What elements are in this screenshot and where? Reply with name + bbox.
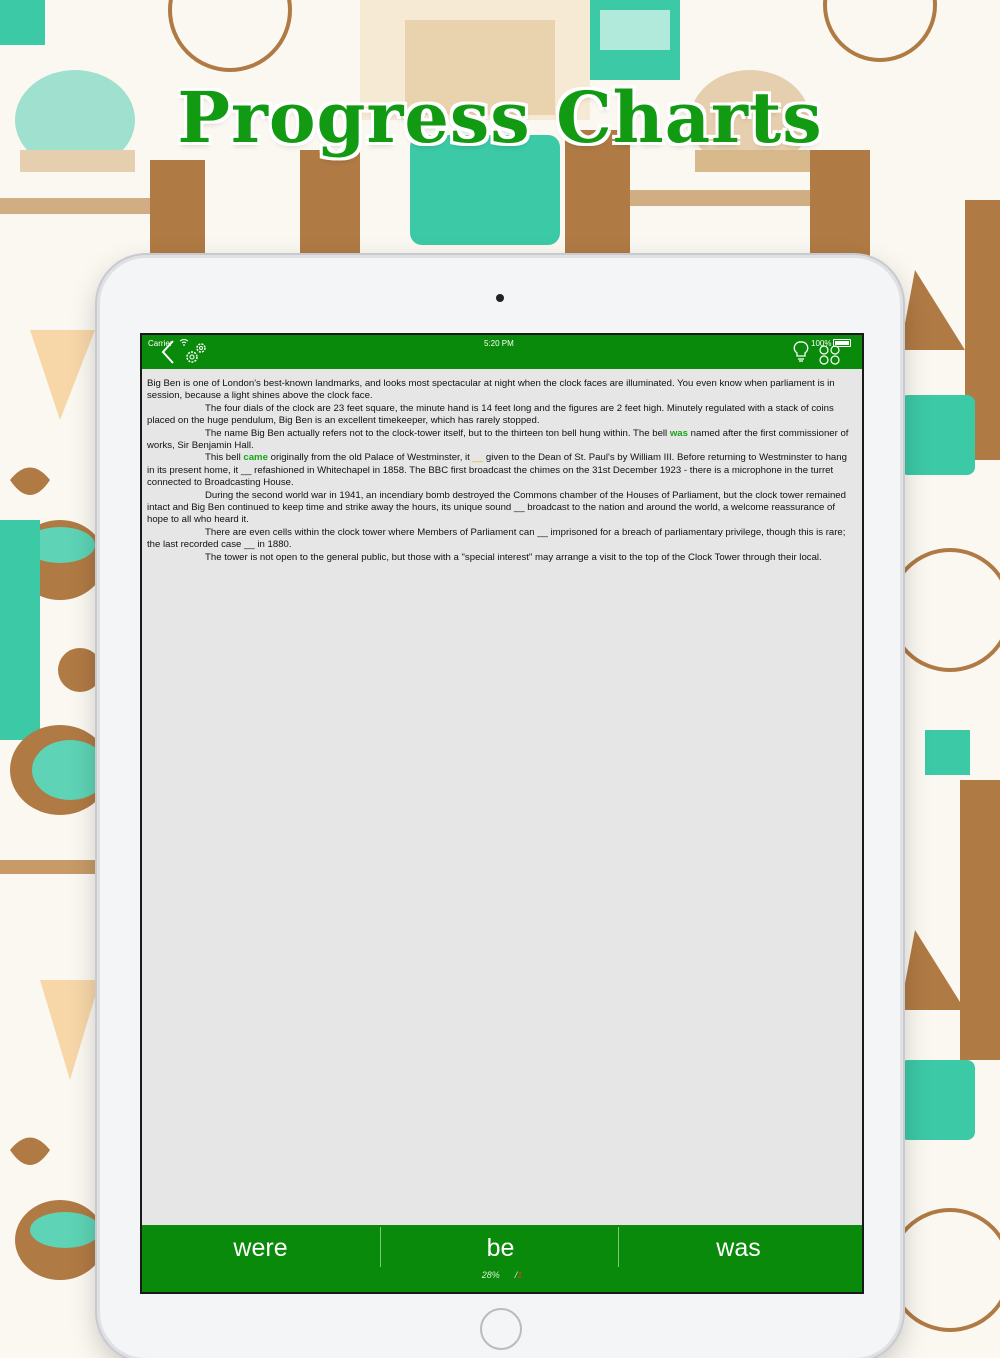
paragraph: The four dials of the clock are 23 feet square, the minute hand is 14 feet long and the figures are 2 feet high. Minutely regulated with a stack of coins placed on the huge pendulum, Big Ben is an excellent timekeeper, which has rarely stopped. bbox=[147, 402, 834, 427]
status-time: 5:20 PM bbox=[484, 339, 514, 348]
paragraph: Big Ben is one of London's best-known landmarks, and looks most spectacular at night when the clock faces are illuminated. You even know when parliament is in session, because a light shines above the clock face. bbox=[147, 378, 835, 402]
answer-button-3[interactable]: was bbox=[716, 1234, 761, 1262]
paragraph: This bell came originally from the old Palace of Westminster, it __ given to the Dean of St. Paul's by William III. Before returning to Westminster to hang in its present home, it __ refashioned in Whitechapel in 1858. The BBC first broadcast the chimes on the 31st December 1923 - there is a microphone in the turret connected to Broadcasting House. bbox=[147, 452, 847, 489]
divider bbox=[380, 1227, 381, 1267]
progress-percent: 28% bbox=[481, 1270, 500, 1280]
current-blank: __ bbox=[472, 452, 484, 464]
reading-passage bbox=[147, 378, 855, 564]
app-screen bbox=[140, 333, 864, 1294]
circles-icon[interactable] bbox=[818, 345, 842, 365]
tablet-device bbox=[100, 258, 900, 1358]
answered-word: came bbox=[243, 452, 268, 464]
lightbulb-icon[interactable] bbox=[793, 341, 809, 363]
paragraph: The tower is not open to the general public, but those with a "special interest" may arrange a visit to the top of the Clock Tower through their local. bbox=[205, 551, 822, 563]
progress-separator: / bbox=[514, 1270, 518, 1280]
answer-button-2[interactable]: be bbox=[486, 1234, 515, 1262]
paragraph: There are even cells within the clock tower where Members of Parliament can __ imprisoned for a breach of parliamentary privilege, though this is rare; the last recorded case __ in 1880. bbox=[147, 526, 846, 551]
divider bbox=[618, 1227, 619, 1267]
camera-dot bbox=[496, 294, 504, 302]
gear-icon[interactable] bbox=[184, 341, 208, 365]
status-carrier: Carrier bbox=[148, 339, 173, 348]
paragraph: The name Big Ben actually refers not to the clock-tower itself, but to the thirteen ton bell hung within. The bell was named after the first commissioner of works, Sir Benjamin Hall. bbox=[147, 427, 849, 452]
paragraph: During the second world war in 1941, an incendiary bomb destroyed the Commons chamber of the Houses of Parliament, but the clock tower remained intact and Big Ben continued to keep time and strike away the hours, its unique sound __ broadcast to the nation and around the world, a welcome reassurance of hope to all who heard it. bbox=[147, 489, 846, 526]
chevron-left-icon[interactable] bbox=[160, 339, 176, 365]
home-button[interactable] bbox=[480, 1308, 522, 1350]
answer-button-1[interactable]: were bbox=[233, 1234, 288, 1262]
top-bar bbox=[142, 335, 862, 369]
headline: Progress Charts bbox=[177, 76, 823, 159]
status-battery: 100% bbox=[811, 339, 832, 348]
answer-bar bbox=[142, 1225, 862, 1292]
progress-wrong-count: 1 bbox=[517, 1270, 523, 1280]
progress-indicator bbox=[142, 1270, 862, 1280]
answered-word: was bbox=[669, 427, 688, 439]
